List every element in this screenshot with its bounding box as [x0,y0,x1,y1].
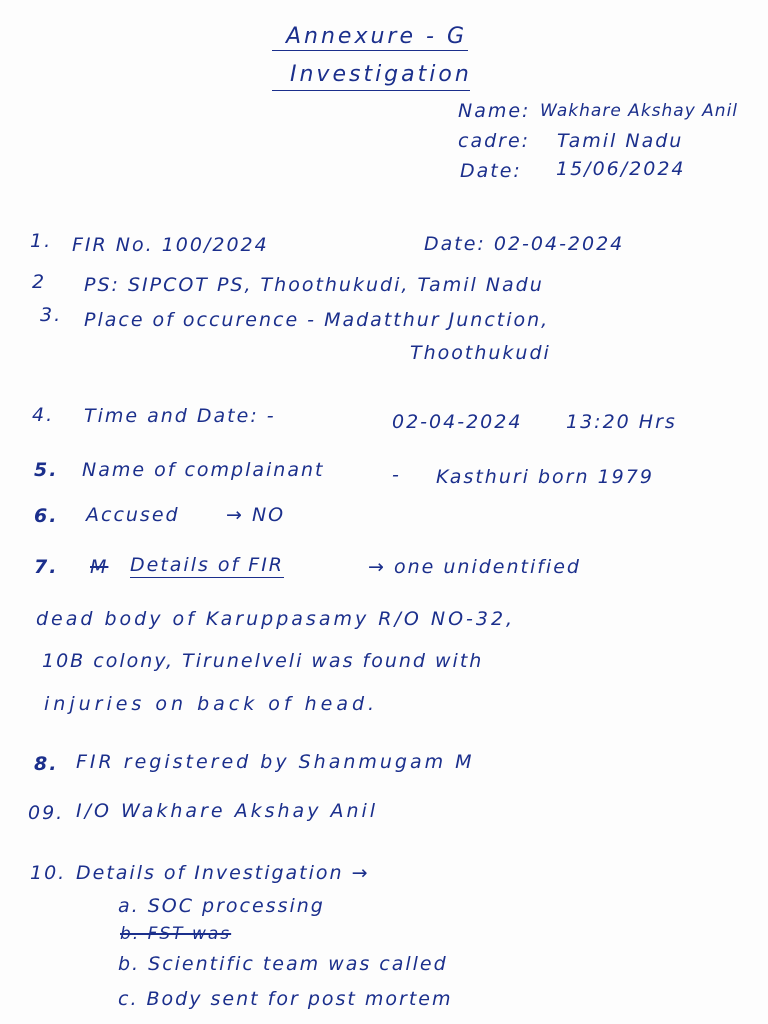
section-title: Investigation [290,62,472,87]
item-4-number: 4. [32,404,55,426]
name-value: Wakhare Akshay Anil [540,101,739,121]
details-of-investigation-label: Details of Investigation → [76,862,370,884]
details-of-fir-line-4: injuries on back of head. [44,693,379,715]
name-label: Name: [458,100,531,122]
date-label: Date: [460,160,522,182]
investigation-step-c: c. Body sent for post mortem [118,988,453,1010]
cadre-value: Tamil Nadu [557,130,684,152]
complainant-label: Name of complainant [82,459,325,481]
item-6-number: 6. [34,505,59,527]
item-10-number: 10. [30,862,67,884]
struck-letter: M [90,556,109,578]
item-7-number: 7. [34,556,59,578]
annexure-underline [272,50,468,51]
police-station: PS: SIPCOT PS, Thoothukudi, Tamil Nadu [84,274,544,296]
complainant-dash: - [392,464,401,486]
details-of-fir-line-2: dead body of Karuppasamy R/O NO-32, [36,608,516,630]
item-5-number: 5. [34,459,59,481]
details-of-fir-label: Details of FIR [130,554,284,576]
accused-value: → NO [226,504,286,526]
place-of-occurrence-cont: Thoothukudi [410,342,551,364]
cadre-label: cadre: [458,130,531,152]
investigation-step-b: b. Scientific team was called [118,953,448,975]
accused-label: Accused [86,504,180,526]
complainant-value: Kasthuri born 1979 [436,466,654,488]
item-9-number: 09. [28,802,65,824]
annexure-title: Annexure - G [286,24,467,49]
item-2-number: 2 [32,271,47,293]
details-of-fir-line-3: 10B colony, Tirunelveli was found with [42,650,484,672]
place-of-occurrence: Place of occurence - Madatthur Junction, [84,309,550,331]
date-value: 15/06/2024 [556,158,686,180]
fir-number: FIR No. 100/2024 [72,234,269,256]
time-and-date-label: Time and Date: - [84,405,276,427]
investigation-step-a: a. SOC processing [118,895,325,917]
details-of-fir-line-1: → one unidentified [368,556,581,578]
section-underline [272,90,470,91]
item-3-number: 3. [40,304,63,326]
item-8-number: 8. [34,753,59,775]
struck-out-step: b. FST was [120,924,232,944]
time-value: 13:20 Hrs [566,411,677,433]
fir-date: Date: 02-04-2024 [424,233,625,255]
time-and-date-value: 02-04-2024 [392,411,523,433]
fir-registered-by: FIR registered by Shanmugam M [76,751,475,773]
item-1-number: 1. [30,230,53,252]
investigating-officer: I/O Wakhare Akshay Anil [76,800,379,822]
